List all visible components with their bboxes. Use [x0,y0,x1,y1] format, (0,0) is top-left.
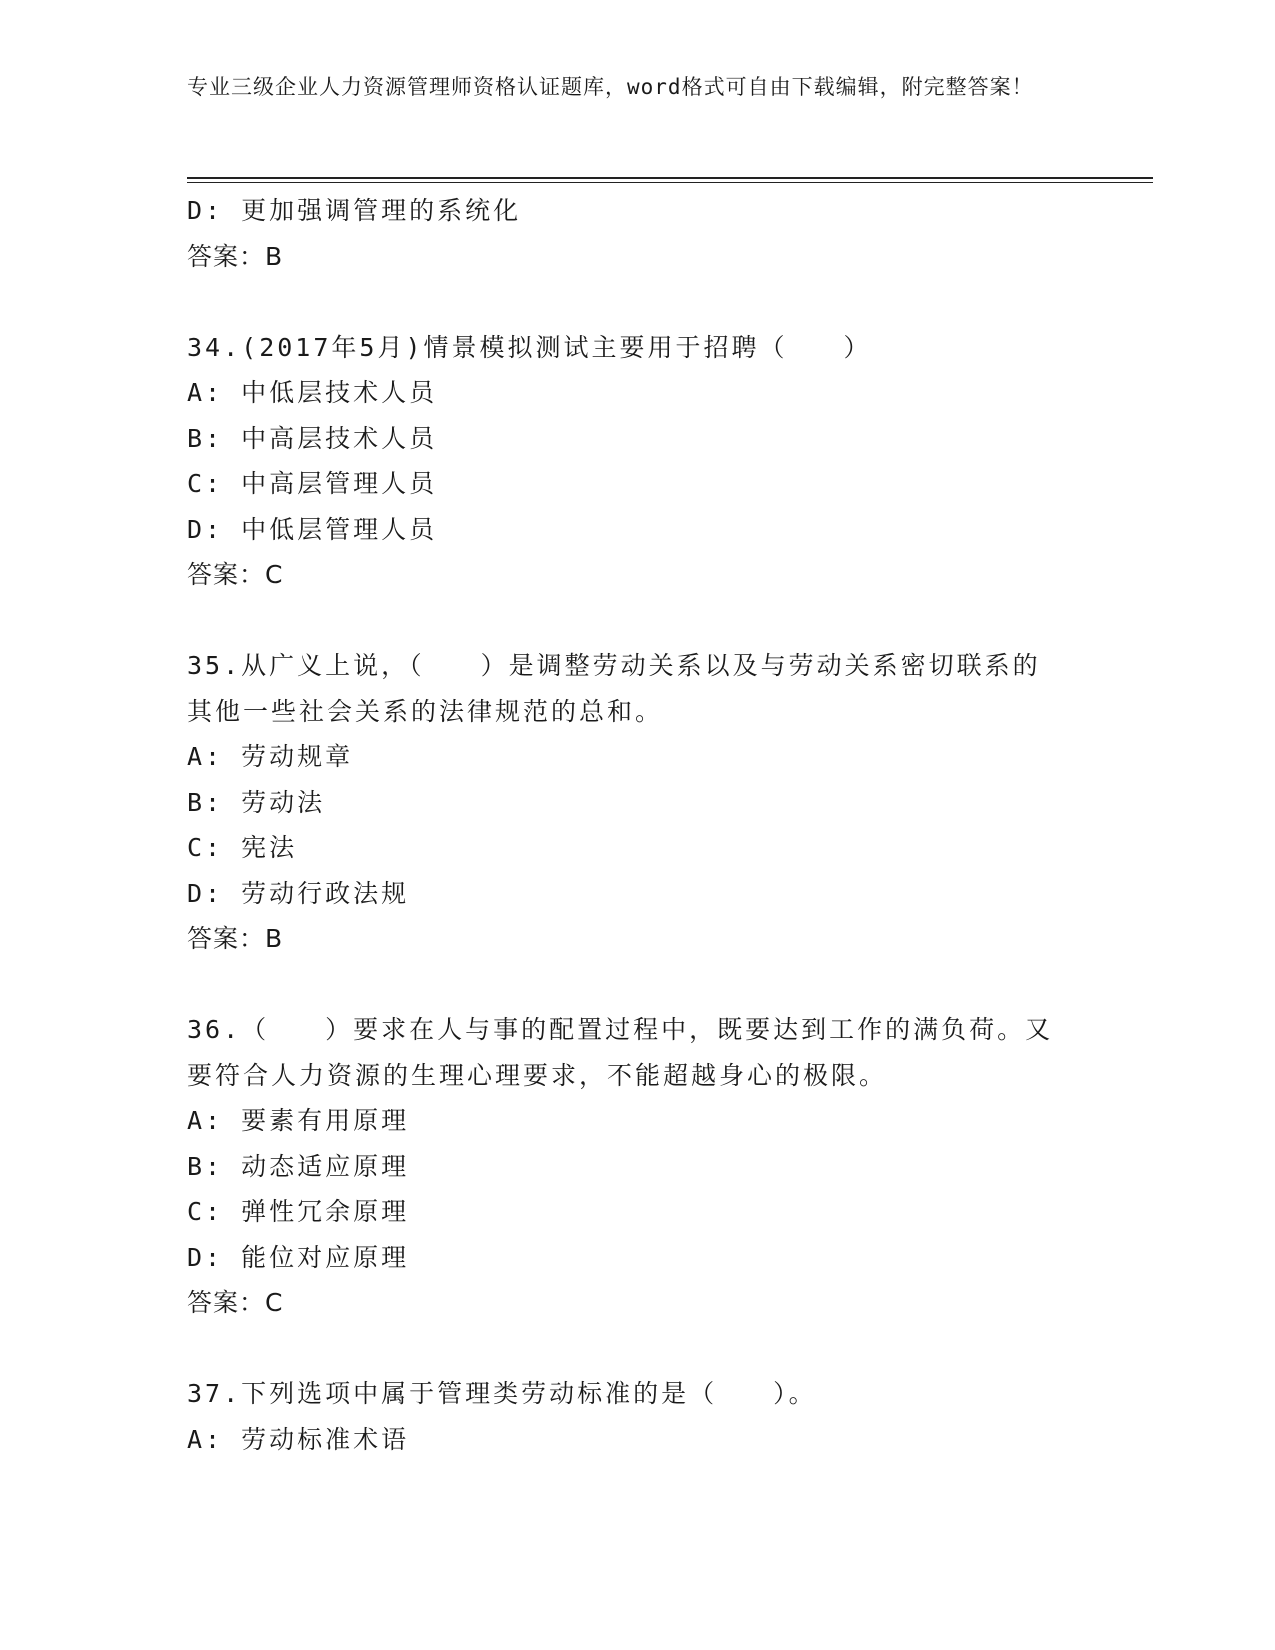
option-a: A: 劳动规章 [187,742,354,771]
option-d: D: 能位对应原理 [187,1242,410,1272]
option-a: A: 劳动标准术语 [187,1424,410,1454]
question-stem-cont: 其他一些社会关系的法律规范的总和。 [187,696,664,726]
question-stem: 35.从广义上说，（ ）是调整劳动关系以及与劳动关系密切联系的 [187,651,1041,680]
option-c: C: 中高层管理人员 [187,469,438,498]
question-34 [187,325,1087,598]
option-a: A: 中低层技术人员 [187,378,438,407]
option-d: D: 更加强调管理的系统化 [187,196,522,225]
spacer [187,598,1087,644]
answer: 答案：C [187,560,284,589]
option-c: C: 宪法 [187,833,298,862]
answer: 答案：C [187,1288,284,1317]
question-stem: 36.（ ）要求在人与事的配置过程中，既要达到工作的满负荷。又 [187,1015,1054,1044]
question-37 [187,1371,1087,1462]
page-header: 专业三级企业人力资源管理师资格认证题库，word格式可自由下载编辑，附完整答案！ [187,75,1034,99]
question-35 [187,643,1087,962]
option-a: A: 要素有用原理 [187,1106,410,1135]
spacer [187,279,1087,325]
spacer [187,1326,1087,1372]
option-b: B: 动态适应原理 [187,1151,410,1181]
option-b: B: 中高层技术人员 [187,423,438,453]
spacer [187,962,1087,1008]
answer: 答案：B [187,241,284,271]
question-content [187,188,1087,1462]
question-stem: 37.下列选项中属于管理类劳动标准的是（ ）。 [187,1379,817,1408]
question-36 [187,1007,1087,1326]
answer: 答案：B [187,924,284,953]
question-stem: 34.(2017年5月)情景模拟测试主要用于招聘（ ） [187,332,872,362]
option-b: B: 劳动法 [187,787,326,817]
option-d: D: 中低层管理人员 [187,514,438,544]
option-d: D: 劳动行政法规 [187,878,410,908]
header-rule-thick [187,177,1153,179]
option-c: C: 弹性冗余原理 [187,1197,410,1226]
header-rule-thin [187,182,1153,183]
question-stem-cont: 要符合人力资源的生理心理要求，不能超越身心的极限。 [187,1060,888,1090]
